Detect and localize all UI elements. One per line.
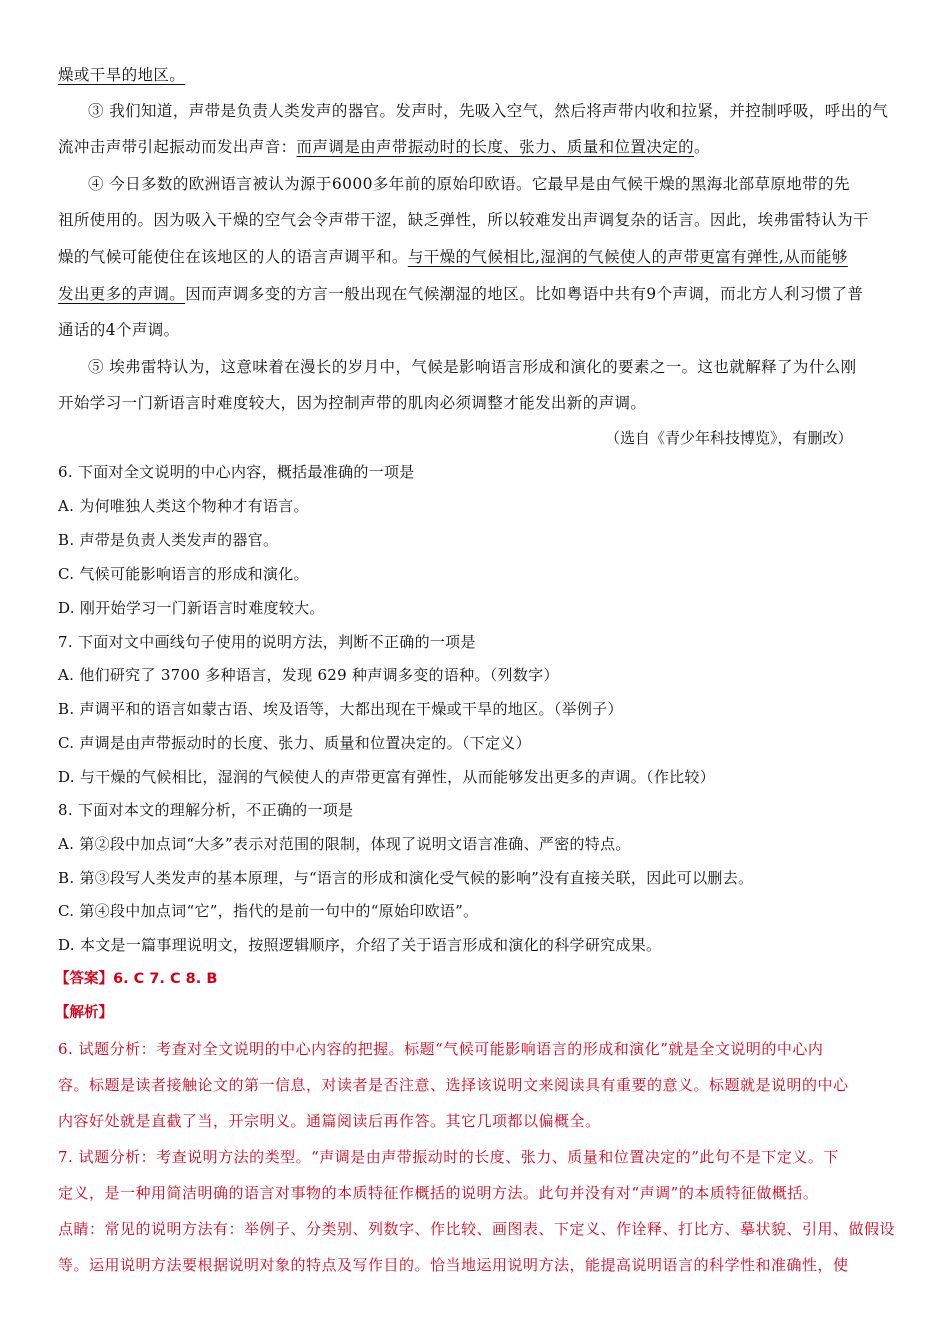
- question-6-option-a: A. 为何唯独人类这个物种才有语言。: [58, 497, 309, 515]
- passage-p3-line2: [58, 140, 710, 156]
- passage-p4-line5: 通话的4个声调。: [58, 321, 180, 339]
- passage-p5-line1: ⑤ 埃弗雷特认为，这意味着在漫长的岁月中，气候是影响语言形成和演化的要素之一。这也就解释了为什么刚: [88, 358, 857, 376]
- question-6-option-d: D. 刚开始学习一门新语言时难度较大。: [58, 599, 325, 617]
- question-8-stem: 8. 下面对本文的理解分析，不正确的一项是: [58, 801, 354, 819]
- answer-label: 【答案】: [55, 971, 113, 987]
- answer-values: 6. C 7. C 8. B: [113, 971, 218, 987]
- question-7-option-a: A. 他们研究了 3700 多种语言，发现 629 种声调多变的语种。（列数字）: [58, 666, 559, 684]
- question-6-option-c: C. 气候可能影响语言的形成和演化。: [58, 565, 309, 583]
- analysis-q6-line1: 6. 试题分析：考查对全文说明的中心内容的把握。标题“气候可能影响语言的形成和演化”就是全文说明的中心内: [58, 1040, 824, 1058]
- analysis-q7-line2: 定义，是一种用简洁明确的语言对事物的本质特征作概括的说明方法。此句并没有对“声调”的本质特征做概括。: [58, 1184, 819, 1202]
- analysis-q6-line3: 内容好处就是直截了当，开宗明义。通篇阅读后再作答。其它几项都以偏概全。: [58, 1112, 601, 1130]
- analysis-q7-line1: 7. 试题分析：考查说明方法的类型。“声调是由声带振动时的长度、张力、质量和位置决定的”此句不是下定义。下: [58, 1148, 839, 1166]
- question-6-stem: 6. 下面对全文说明的中心内容，概括最准确的一项是: [58, 463, 415, 481]
- question-7-option-c: C. 声调是由声带振动时的长度、张力、质量和位置决定的。（下定义）: [58, 734, 531, 752]
- passage-p4-line3: [58, 250, 848, 266]
- passage-p4-line1: ④ 今日多数的欧洲语言被认为源于6000多年前的原始印欧语。它最早是由气候干燥的黑海北部草原地带的先: [88, 175, 850, 193]
- question-7-option-b: B. 声调平和的语言如蒙古语、埃及语等，大都出现在干燥或干旱的地区。（举例子）: [58, 700, 623, 718]
- underlined-comparison-sentence: 与干燥的气候相比,湿润的气候使人的声带更富有弹性,从而能够: [407, 248, 848, 266]
- passage-p2-tail: 燥或干旱的地区。: [58, 66, 186, 84]
- analysis-label: 【解析】: [55, 1005, 113, 1021]
- question-8-option-c: C. 第④段中加点词“它”，指代的是前一句中的“原始印欧语”。: [58, 902, 479, 920]
- passage-p4-line4-plain: 因而声调多变的方言一般出现在气候潮湿的地区。比如粤语中共有9个声调，而北方人利习惯了普: [185, 285, 864, 303]
- question-8-option-b: B. 第③段写人类发声的基本原理，与“语言的形成和演化受气候的影响”没有直接关联，因此可以删去。: [58, 869, 754, 887]
- passage-p3-line2-plain: 流冲击声带引起振动而发出声音：: [58, 138, 297, 156]
- underlined-comparison-sentence-end: 发出更多的声调。: [58, 285, 186, 303]
- underlined-definition-sentence: 而声调是由声带振动时的长度、张力、质量和位置决定的: [296, 138, 695, 156]
- question-8-option-d: D. 本文是一篇事理说明文，按照逻辑顺序，介绍了关于语言形成和演化的科学研究成果。: [58, 936, 662, 954]
- passage-p5-line2: 开始学习一门新语言时难度较大，因为控制声带的肌肉必须调整才能发出新的声调。: [58, 394, 647, 412]
- analysis-q6-line2: 容。标题是读者接触论文的第一信息，对读者是否注意、选择该说明文来阅读具有重要的意义。标题就是说明的中心: [58, 1076, 849, 1094]
- question-8-option-a: A. 第②段中加点词“大多”表示对范围的限制，体现了说明文语言准确、严密的特点。: [58, 835, 631, 853]
- question-6-option-b: B. 声带是负责人类发声的器官。: [58, 531, 279, 549]
- answer-line: [55, 972, 217, 987]
- question-7-option-d: D. 与干燥的气候相比，湿润的气候使人的声带更富有弹性，从而能够发出更多的声调。（作比较）: [58, 768, 716, 786]
- passage-p4-line2: 祖所使用的。因为吸入干燥的空气会令声带干涩，缺乏弹性，所以较难发出声调复杂的话言。因此，埃弗雷特认为干: [58, 211, 869, 229]
- passage-source: （选自《青少年科技博览》，有删改）: [605, 429, 853, 447]
- analysis-q7-line3: 点睛：常见的说明方法有：举例子、分类别、列数字、作比较、画图表、下定义、作诠释、打比方、摹状貌、引用、做假设: [58, 1220, 896, 1238]
- passage-p3-line2-end: 。: [694, 138, 710, 156]
- question-7-stem: 7. 下面对文中画线句子使用的说明方法，判断不正确的一项是: [58, 633, 476, 651]
- analysis-q7-line4: 等。运用说明方法要根据说明对象的特点及写作目的。恰当地运用说明方法，能提高说明语言的科学性和准确性，使: [58, 1256, 849, 1274]
- passage-p4-line3-plain: 燥的气候可能使住在该地区的人的语言声调平和。: [58, 248, 408, 266]
- passage-p4-line4: [58, 287, 863, 303]
- passage-p3-line1: ③ 我们知道，声带是负责人类发声的器官。发声时，先吸入空气，然后将声带内收和拉紧，并控制呼吸，呼出的气: [88, 102, 889, 120]
